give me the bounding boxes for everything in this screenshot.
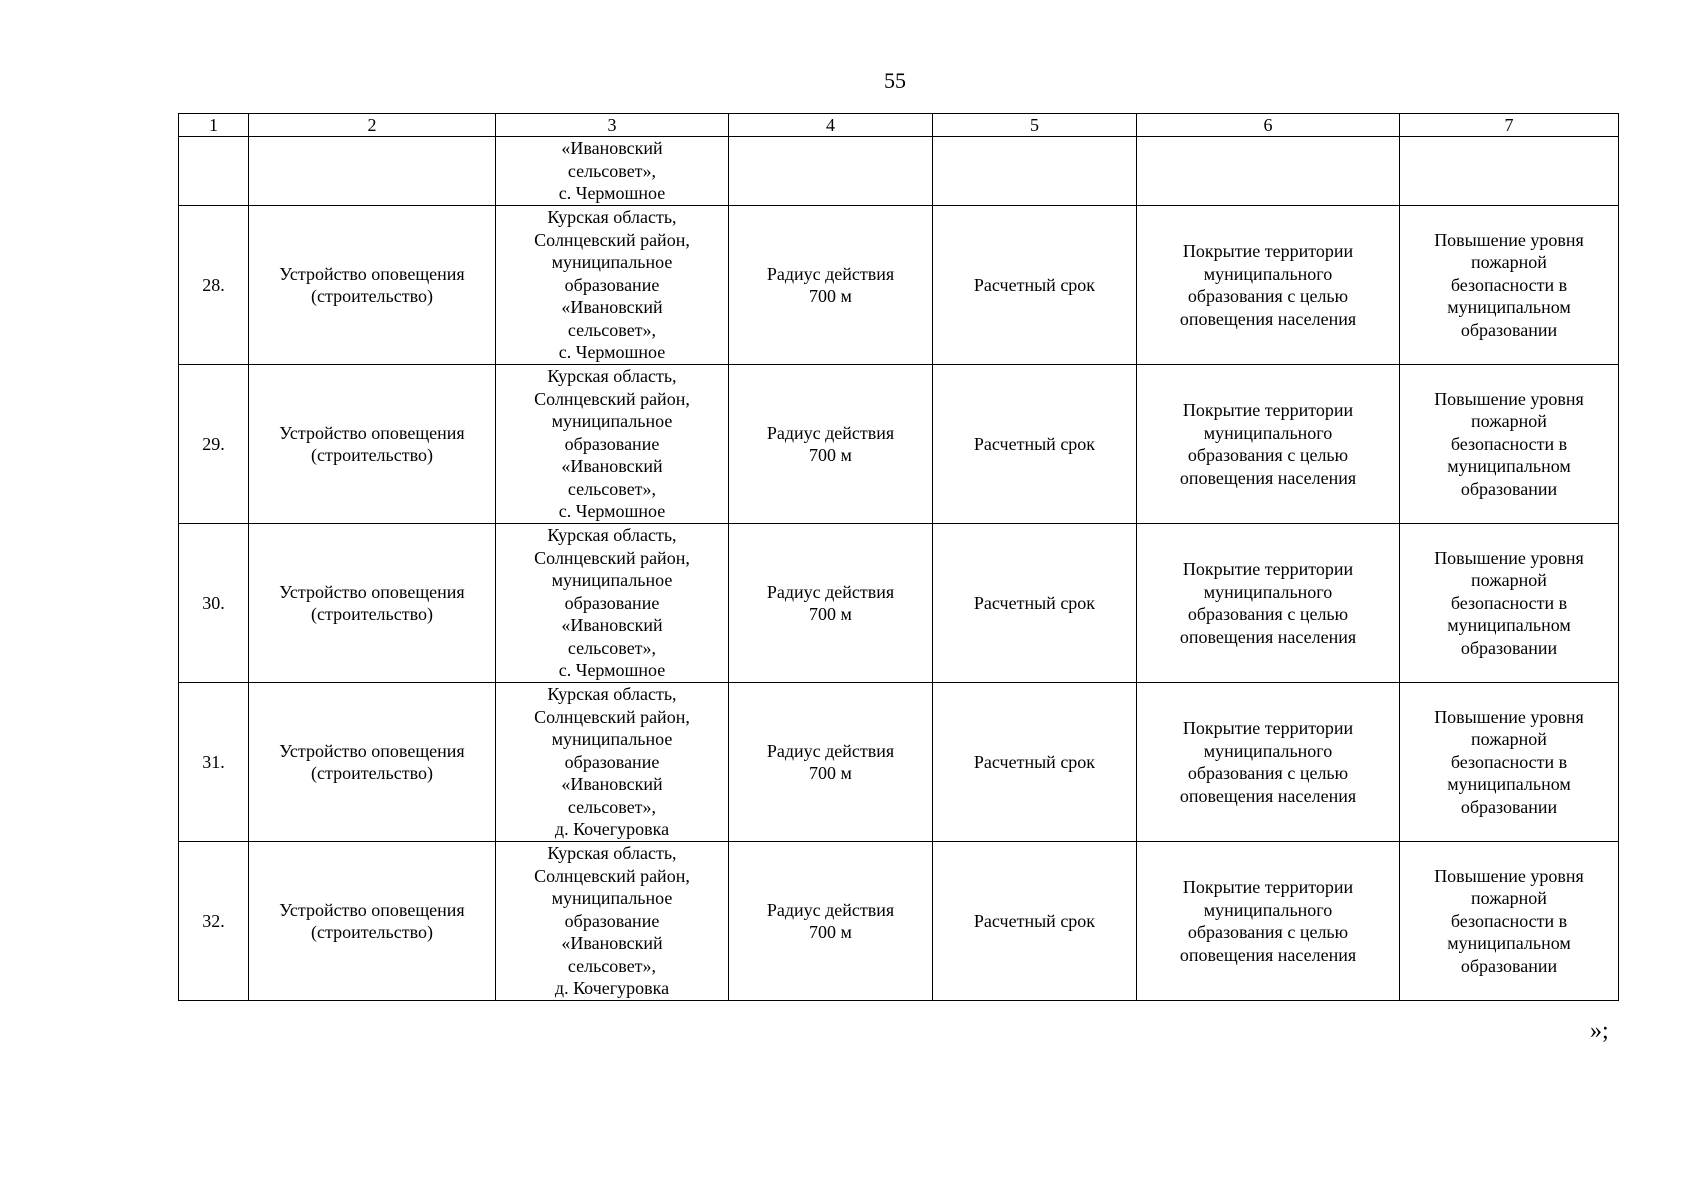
object-text: Устройство оповещения (строительство) <box>279 899 465 942</box>
term-text: Расчетный срок <box>973 592 1096 613</box>
term-cell <box>933 842 1137 1001</box>
column-header: 7 <box>1400 114 1619 137</box>
row-number-cell <box>179 683 249 842</box>
characteristics-cell <box>729 524 933 683</box>
row-number-text: 30. <box>202 592 225 613</box>
table-cell <box>1400 137 1619 206</box>
characteristics-cell <box>729 206 933 365</box>
column-header: 6 <box>1137 114 1400 137</box>
table-row <box>179 206 1619 365</box>
location-cell <box>496 137 729 206</box>
location-cell <box>496 842 729 1001</box>
location-cell <box>496 683 729 842</box>
characteristics-text: Радиус действия 700 м <box>766 263 895 306</box>
object-text: Устройство оповещения (строительство) <box>279 581 465 624</box>
effect-cell <box>1400 524 1619 683</box>
table-cell <box>249 137 496 206</box>
purpose-text: Покрытие территории муниципального образования с целью оповещения населения <box>1179 400 1357 488</box>
table-row <box>179 683 1619 842</box>
purpose-text: Покрытие территории муниципального образования с целью оповещения населения <box>1179 559 1357 647</box>
table-row <box>179 842 1619 1001</box>
characteristics-cell <box>729 683 933 842</box>
characteristics-text: Радиус действия 700 м <box>766 899 895 942</box>
column-header: 1 <box>179 114 249 137</box>
location-text: Курская область, Солнцевский район, муниципальное образование «Ивановский сельсовет», с. Чермошное <box>534 366 690 522</box>
characteristics-text: Радиус действия 700 м <box>766 422 895 465</box>
column-header: 3 <box>496 114 729 137</box>
row-number-text: 29. <box>202 433 225 454</box>
object-text: Устройство оповещения (строительство) <box>279 740 465 783</box>
term-cell <box>933 206 1137 365</box>
row-number-cell <box>179 365 249 524</box>
object-cell <box>249 842 496 1001</box>
row-number-text: 31. <box>202 751 225 772</box>
effect-text: Повышение уровня пожарной безопасности в муниципальном образовании <box>1434 547 1584 658</box>
effect-text: Повышение уровня пожарной безопасности в муниципальном образовании <box>1434 706 1584 817</box>
object-text: Устройство оповещения (строительство) <box>279 422 465 465</box>
location-cell <box>496 206 729 365</box>
term-cell <box>933 524 1137 683</box>
purpose-cell <box>1137 206 1400 365</box>
object-cell <box>249 683 496 842</box>
closing-quote-mark: »; <box>1590 1018 1609 1044</box>
effect-text: Повышение уровня пожарной безопасности в муниципальном образовании <box>1434 229 1584 340</box>
purpose-cell <box>1137 842 1400 1001</box>
effect-text: Повышение уровня пожарной безопасности в муниципальном образовании <box>1434 388 1584 499</box>
location-text: Курская область, Солнцевский район, муниципальное образование «Ивановский сельсовет», с. Чермошное <box>534 525 690 681</box>
object-text: Устройство оповещения (строительство) <box>279 263 465 306</box>
table-header-row <box>179 114 1619 137</box>
row-number-cell <box>179 842 249 1001</box>
location-text: Курская область, Солнцевский район, муниципальное образование «Ивановский сельсовет», д. Кочегуровка <box>534 684 690 840</box>
characteristics-text: Радиус действия 700 м <box>766 581 895 624</box>
effect-cell <box>1400 683 1619 842</box>
purpose-cell <box>1137 683 1400 842</box>
column-header: 2 <box>249 114 496 137</box>
table-cell <box>179 137 249 206</box>
objects-table <box>178 113 1619 1001</box>
page-number: 55 <box>884 68 906 93</box>
term-text: Расчетный срок <box>973 433 1096 454</box>
term-text: Расчетный срок <box>973 910 1096 931</box>
row-number-cell <box>179 206 249 365</box>
purpose-cell <box>1137 365 1400 524</box>
row-number-text: 32. <box>202 910 225 931</box>
purpose-text: Покрытие территории муниципального образования с целью оповещения населения <box>1179 877 1357 965</box>
effect-cell <box>1400 365 1619 524</box>
effect-text: Повышение уровня пожарной безопасности в муниципальном образовании <box>1434 865 1584 976</box>
column-header: 5 <box>933 114 1137 137</box>
row-number-cell <box>179 524 249 683</box>
term-cell <box>933 365 1137 524</box>
location-text: Курская область, Солнцевский район, муниципальное образование «Ивановский сельсовет», д. Кочегуровка <box>534 843 690 999</box>
location-text: Курская область, Солнцевский район, муниципальное образование «Ивановский сельсовет», с. Чермошное <box>534 207 690 363</box>
row-number-text: 28. <box>202 274 225 295</box>
table-row <box>179 365 1619 524</box>
table-cell <box>933 137 1137 206</box>
object-cell <box>249 365 496 524</box>
column-header: 4 <box>729 114 933 137</box>
effect-cell <box>1400 206 1619 365</box>
characteristics-text: Радиус действия 700 м <box>766 740 895 783</box>
location-text: «Ивановский сельсовет», с. Чермошное <box>558 138 666 203</box>
location-cell <box>496 524 729 683</box>
term-cell <box>933 683 1137 842</box>
continuation-row <box>179 137 1619 206</box>
characteristics-cell <box>729 842 933 1001</box>
purpose-text: Покрытие территории муниципального образования с целью оповещения населения <box>1179 241 1357 329</box>
object-cell <box>249 206 496 365</box>
effect-cell <box>1400 842 1619 1001</box>
table-cell <box>729 137 933 206</box>
table-cell <box>1137 137 1400 206</box>
object-cell <box>249 524 496 683</box>
characteristics-cell <box>729 365 933 524</box>
term-text: Расчетный срок <box>973 274 1096 295</box>
term-text: Расчетный срок <box>973 751 1096 772</box>
location-cell <box>496 365 729 524</box>
purpose-cell <box>1137 524 1400 683</box>
table-row <box>179 524 1619 683</box>
purpose-text: Покрытие территории муниципального образования с целью оповещения населения <box>1179 718 1357 806</box>
